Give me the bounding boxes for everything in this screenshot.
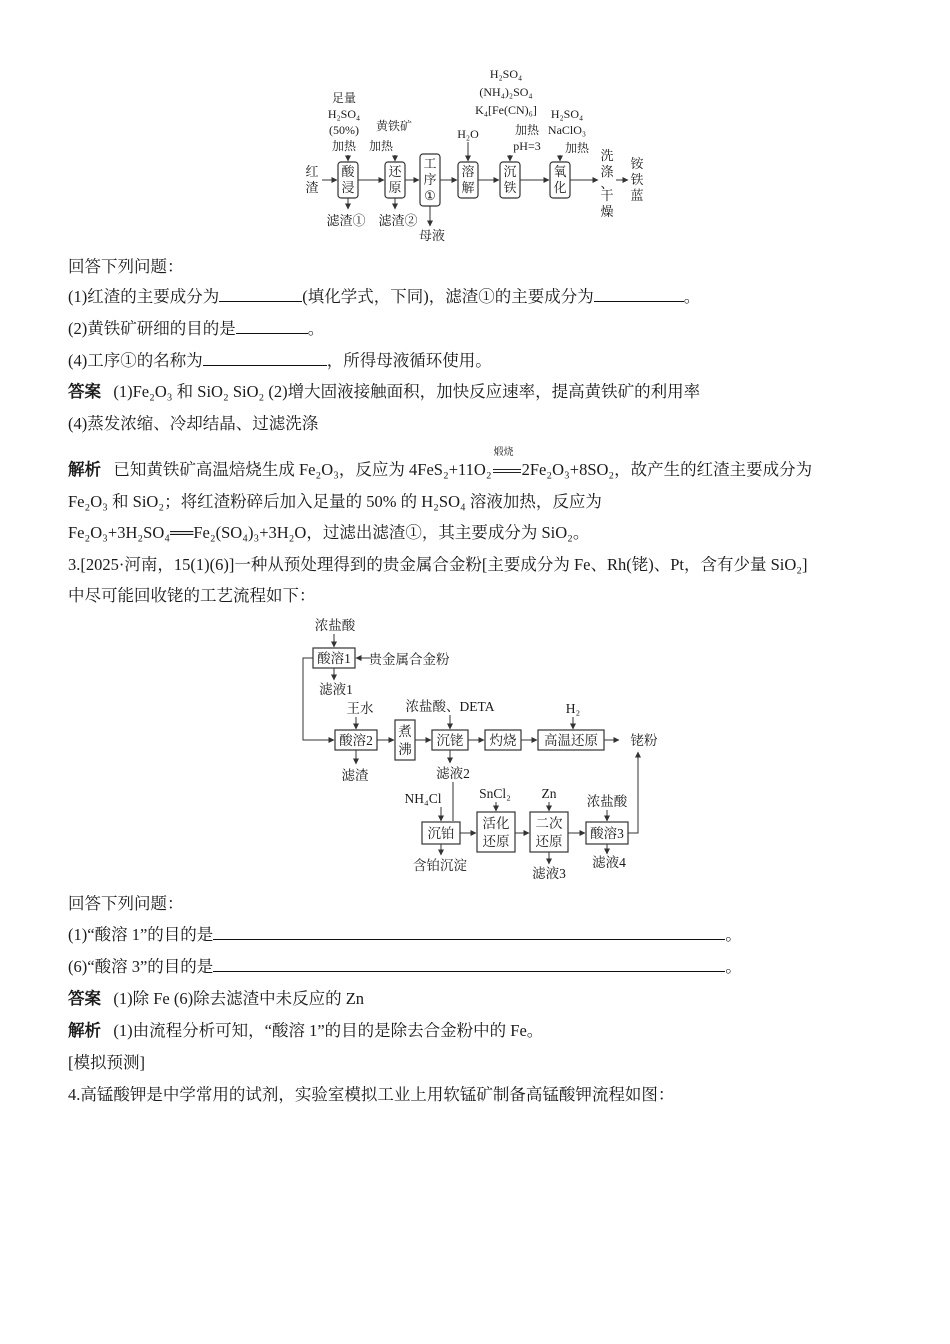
d2-acid3: 酸溶3 [590, 826, 624, 841]
q2-question-4: (4)工序①的名称为 ，所得母液循环使用。 [68, 351, 492, 370]
d2-boil-l1: 煮 [398, 724, 412, 739]
d2-nh4cl: NH₄Cl [404, 791, 442, 806]
d1-box5-l2: 铁 [503, 180, 517, 195]
d2-sncl2: SnCl₂ [479, 786, 511, 801]
d1-col5-l2: (NH₄)₂SO₄ [479, 85, 533, 99]
answer-blank[interactable] [203, 351, 327, 366]
d2-boil-l2: 沸 [398, 742, 412, 757]
d2-activate-l2: 还原 [482, 834, 510, 849]
flow-diagram-1 [295, 62, 685, 247]
d2-filtrate3: 滤液3 [532, 866, 566, 881]
flow-diagram-2 [295, 612, 675, 884]
d1-wash-l3: 、 [600, 176, 614, 191]
d1-col5-l3: K₄[Fe(CN)₆] [475, 103, 537, 117]
d1-wash-l2: 涤 [600, 164, 614, 179]
d2-alloy: 贵金属合金粉 [368, 652, 450, 667]
d1-box4-l2: 解 [461, 180, 475, 195]
q3-stem-line-2: 中尽可能回收铑的工艺流程如下： [68, 586, 316, 605]
q2-explain-line-1: 解析 已知黄铁矿高温焙烧生成 Fe₂O₃，反应为 4FeS₂+11O₂ 煅烧 2Fe₂O₃+8SO₂，故产生的红渣主要成分为 [68, 459, 812, 481]
d2-activate-l1: 活化 [482, 816, 510, 831]
d1-start-l2: 渣 [305, 180, 319, 195]
d1-wash-l5: 燥 [600, 204, 614, 219]
d1-box3-l2: 序 [423, 172, 437, 187]
q4-stem: 4.高锰酸钾是中学常用的试剂，实验室模拟工业上用软锰矿制备高锰酸钾流程如图： [68, 1085, 675, 1104]
d1-box5-l1: 沉 [503, 164, 517, 179]
q3-question-6: (6)“酸溶 3”的目的是 。 [68, 957, 742, 976]
d1-col5-l1: H₂SO₄ [489, 67, 523, 81]
q3-intro: 回答下列问题： [68, 894, 184, 913]
d1-col1-l2: H₂SO₄ [327, 107, 361, 121]
answer-blank[interactable] [236, 319, 308, 334]
section-heading: [模拟预测] [68, 1053, 145, 1072]
condition-label: 煅烧 [493, 447, 514, 458]
q3-explanation: 解析 (1)由流程分析可知，“酸溶 1”的目的是除去合金粉中的 Fe。 [68, 1021, 544, 1040]
d2-hi-red: 高温还原 [544, 733, 598, 748]
d1-out3: 母液 [418, 228, 446, 243]
d1-col5-l4: 加热 [514, 123, 540, 137]
d1-box1-l1: 酸 [341, 164, 355, 179]
d2-hcl-top: 浓盐酸 [314, 618, 356, 633]
d1-wash-l1: 洗 [600, 148, 614, 163]
d1-out1: 滤渣① [326, 213, 366, 228]
d1-start-l1: 红 [305, 164, 319, 179]
d2-residue: 滤渣 [341, 768, 369, 783]
d1-col6-l3: 加热 [564, 141, 590, 155]
d2-zn: Zn [541, 786, 557, 801]
d1-box1-l2: 浸 [341, 180, 355, 195]
q2-question-2: (2)黄铁矿研细的目的是 。 [68, 319, 325, 338]
q2-question-1: (1)红渣的主要成分为 (填化学式，下同)，滤渣①的主要成分为 。 [68, 287, 701, 306]
d2-hcl2: 浓盐酸 [586, 794, 628, 809]
d2-aqua: 王水 [346, 701, 374, 716]
answer-blank[interactable] [213, 957, 725, 972]
d2-acid1: 酸溶1 [317, 651, 351, 666]
equals-sign [493, 469, 521, 473]
q2-answer-line-2: (4)蒸发浓缩、冷却结晶、过滤洗涤 [68, 414, 319, 433]
d1-col2-l1: 黄铁矿 [375, 119, 413, 133]
d1-box3-l1: 工 [423, 156, 437, 171]
d2-second-l2: 还原 [535, 834, 563, 849]
d2-rh-ppt: 沉铑 [436, 733, 464, 748]
d1-col5-l5: pH=3 [513, 139, 541, 153]
d1-box3-l3: ① [424, 188, 436, 203]
d1-box4-l1: 溶 [461, 164, 475, 179]
q2-explain-line-2: Fe₂O₃ 和 SiO₂；将红渣粉碎后加入足量的 50% 的 H₂SO₄ 溶液加热，反应为 [68, 492, 602, 511]
d1-box6-l1: 氧 [553, 164, 567, 179]
d2-filtrate1: 滤液1 [319, 682, 353, 697]
d1-wash-l4: 干 [600, 188, 614, 203]
d2-filtrate4: 滤液4 [592, 855, 626, 870]
d2-burn: 灼烧 [489, 733, 517, 748]
d1-col1-l1: 足量 [331, 91, 357, 105]
d2-h2: H₂ [565, 701, 581, 716]
d1-out2: 滤渣② [378, 213, 418, 228]
d1-col2-l2: 加热 [368, 139, 394, 153]
answer-blank[interactable] [594, 287, 684, 302]
d1-product-l3: 蓝 [630, 188, 644, 203]
d2-hcl-deta: 浓盐酸、DETA [405, 699, 495, 714]
d1-col1-l3: (50%) [329, 123, 359, 137]
d2-acid2: 酸溶2 [339, 733, 373, 748]
d1-col1-l4: 加热 [331, 139, 357, 153]
answer-blank[interactable] [213, 925, 725, 940]
d1-box2-l1: 还 [388, 164, 402, 179]
d2-filtrate2: 滤液2 [436, 766, 470, 781]
q2-intro: 回答下列问题： [68, 257, 184, 276]
d2-pt-ppt: 沉铂 [427, 826, 455, 841]
d1-col4-l1: H₂O [457, 127, 479, 141]
d1-col6-l2: NaClO₃ [547, 123, 587, 137]
d1-col6-l1: H₂SO₄ [550, 107, 584, 121]
q2-answer-line-1: 答案 (1)Fe₂O₃ 和 SiO₂ SiO₂ (2)增大固液接触面积，加快反应速率，提高黄铁矿的利用率 [68, 382, 701, 401]
d1-product-l1: 铵 [630, 156, 644, 171]
q3-stem-line-1: 3.[2025·河南，15(1)(6)]一种从预处理得到的贵金属合金粉[主要成分为 Fe、Rh(铑)、Pt，含有少量 SiO₂] [68, 555, 808, 574]
q3-question-1: (1)“酸溶 1”的目的是 。 [68, 925, 742, 944]
q2-explain-line-3: Fe₂O₃+3H₂SO₄══Fe₂(SO₄)₃+3H₂O，过滤出滤渣①，其主要成分为 SiO₂。 [68, 523, 590, 542]
d2-pt-solid: 含铂沉淀 [413, 858, 467, 873]
d1-box6-l2: 化 [553, 180, 567, 195]
answer-blank[interactable] [219, 287, 302, 302]
d2-second-l1: 二次 [535, 816, 563, 831]
d1-product-l2: 铁 [630, 172, 644, 187]
d2-rh-powder: 铑粉 [630, 733, 658, 748]
d1-box2-l2: 原 [388, 180, 402, 195]
q3-answer: 答案 (1)除 Fe (6)除去滤渣中未反应的 Zn [68, 989, 365, 1008]
